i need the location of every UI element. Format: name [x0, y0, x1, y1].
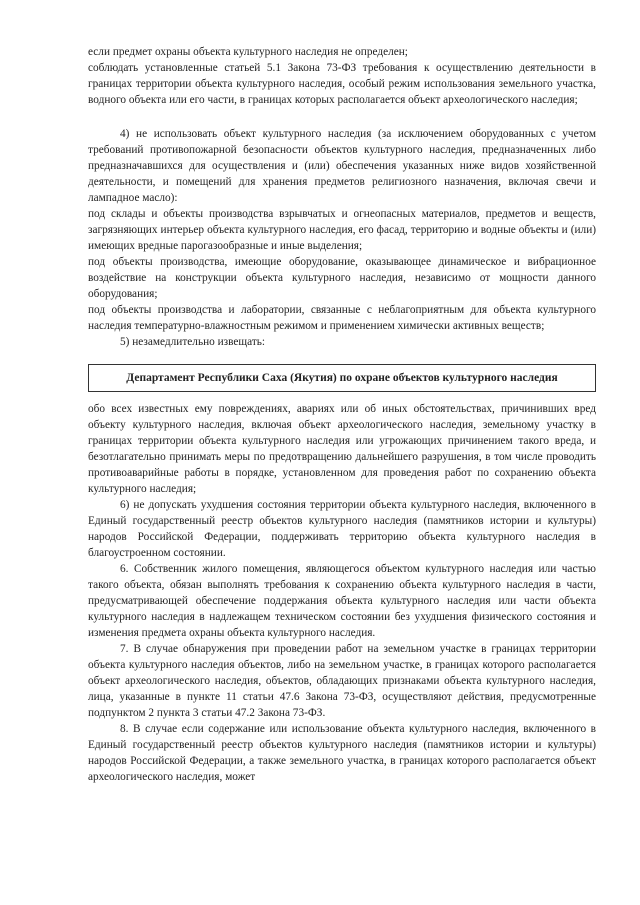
department-box [88, 364, 596, 392]
paragraph: под объекты производства и лаборатории, связанные с неблагоприятным для объекта культурного наследия температурно-влажностным режимом и применением химически активных веществ; [88, 304, 596, 332]
paragraph: если предмет охраны объекта культурного наследия не определен; [88, 46, 408, 58]
paragraph: 7. В случае обнаружения при проведении работ на земельном участке в границах территории объекта культурного наследия объектов, либо на земельном участке, в границах которого располагается объект археологического наследия, объектов, обладающих признаками объекта культурного наследия, лица, указанные в пункте 11 статьи 47.6 Закона 73-ФЗ, осуществляют действия, предусмотренные подпунктом 2 пункта 3 статьи 47.2 Закона 73-ФЗ. [88, 643, 596, 719]
list-item-5: 5) незамедлительно извещать: [120, 336, 266, 348]
paragraph: 6) не допускать ухудшения состояния территории объекта культурного наследия, включенного в Единый государственный реестр объектов культурного наследия (памятников истории и культуры) народов Российской Федерации, поддерживать территорию объекта культурного наследия в благоустроенном состоянии. [88, 499, 596, 559]
paragraph: обо всех известных ему повреждениях, авариях или об иных обстоятельствах, причинивших вред объекту культурного наследия, включая объект археологического наследия, земельному участку в границах территории объекта культурного наследия или угрожающих причинением такого вреда, и безотлагательно принимать меры по предотвращению дальнейшего разрушения, в том числе проводить противоаварийные работы в порядке, установленном для проведения работ по сохранению объекта культурного наследия; [88, 403, 596, 495]
paragraph: под объекты производства, имеющие оборудование, оказывающее динамическое и вибрационное воздействие на конструкции объекта культурного наследия, независимо от мощности данного оборудования; [88, 256, 596, 300]
department-name: Департамент Республики Саха (Якутия) по охране объектов культурного наследия [126, 372, 558, 384]
paragraph: 8. В случае если содержание или использование объекта культурного наследия, включенного в Единый государственный реестр объектов культурного наследия (памятников истории и культуры) народов Российской Федерации, а также земельного участка, в границах которого располагается объект археологического наследия, может [88, 723, 596, 783]
paragraph: соблюдать установленные статьей 5.1 Закона 73-ФЗ требования к осуществлению деятельности в границах территории объекта культурного наследия, особый режим использования земельного участка, водного объекта или его части, в границах которых располагается объект археологического наследия; [88, 62, 596, 106]
spacer [88, 108, 596, 126]
spacer [88, 350, 596, 364]
paragraph: 6. Собственник жилого помещения, являющегося объектом культурного наследия или частью такого объекта, обязан выполнять требования к сохранению объекта культурного наследия в части, предусматривающей обеспечение поддержания объекта культурного наследия или части объекта культурного наследия в надлежащем техническом состоянии без ухудшения физического состояния и изменения предмета охраны объекта культурного наследия. [88, 563, 596, 639]
paragraph: под склады и объекты производства взрывчатых и огнеопасных материалов, предметов и веществ, загрязняющих интерьер объекта культурного наследия, его фасад, территорию и водные объекты и (или) имеющих вредные парогазообразные и иные выделения; [88, 208, 596, 252]
list-item-4: 4) не использовать объект культурного наследия (за исключением оборудованных с учетом требований противопожарной безопасности объектов культурного наследия, предназначенных либо предназначавшихся для осуществления и (или) обеспечения указанных ниже видов хозяйственной деятельности, и помещений для хранения предметов религиозного назначения, включая свечи и лампадное масло): [88, 128, 596, 204]
